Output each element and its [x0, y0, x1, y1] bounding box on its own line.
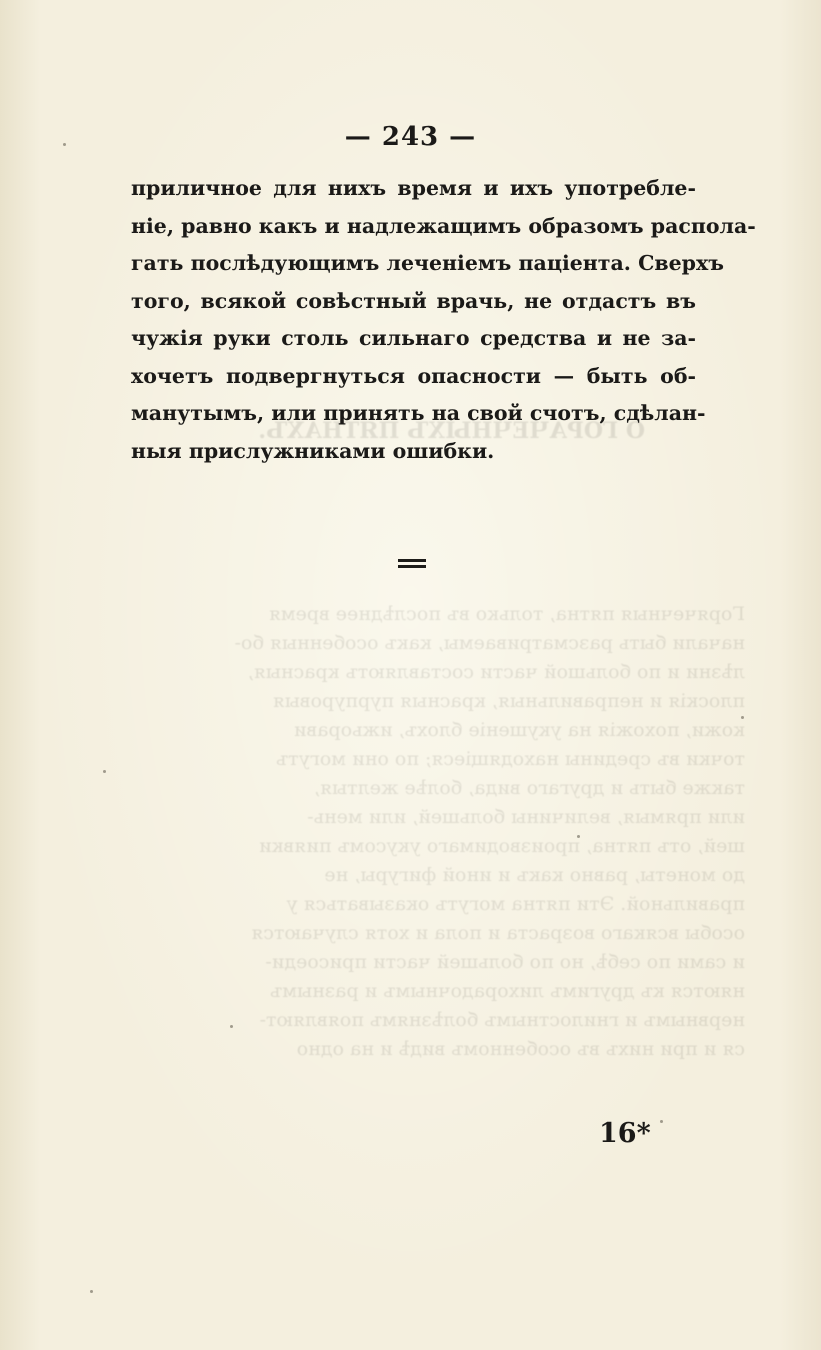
text-line: чужiя руки столь сильнаго средства и не за-	[131, 326, 696, 350]
text-line: приличное для нихъ время и ихъ употребле-	[131, 176, 696, 200]
text-line: гать послѣдующимъ леченiемъ пацiента. Сверхъ	[131, 251, 724, 275]
text-line: нie, равно какъ и надлежащимъ образомъ распола-	[131, 213, 756, 238]
printer-signature-mark: 16*	[599, 1118, 651, 1149]
paper-speck	[577, 835, 580, 838]
show-through-text: Горячечныя пятна, только въ послѣднее время начали быть разсматриваемы, какъ особенныя бо- лѣзни и по большой части составляютъ красныя, плоскiя и неправильныя, красныя пурпуровыя кожи, похожiя на укушенiе блохъ, ижьорави точки въ средины находящiеся; по они могутъ также быть и другаго вида, болѣе желтыя, или прямыя, величины большей, или мень- шей, отъ пятна, производимаго укусомъ пиявки до монеты, равно какъ и иной фигуры, не правильной. Эти пятна могутъ оказываться у особы всякаго возраста и пола и хотя случаются и сами по себѣ, но по большей части присоеди- няются къ другимъ лихорадочнымъ и разнымъ нервнымъ и гнилостнымъ болѣзнямъ появляют- ся и при нихъ въ особенномъ видѣ и на одно	[234, 603, 745, 1060]
paper-speck	[660, 1120, 663, 1123]
text-line: того, всякой совѣстный врачь, не отдастъ въ	[131, 288, 696, 313]
section-separator	[398, 558, 426, 569]
text-line: хочетъ подвергнуться опасности — быть об-	[131, 363, 696, 388]
paper-speck	[741, 716, 744, 719]
body-paragraph	[131, 170, 756, 470]
separator-rule	[398, 559, 426, 562]
paper-speck	[90, 1290, 93, 1293]
page-number: — 243 —	[344, 122, 477, 152]
paper-speck	[230, 1025, 233, 1028]
text-line: ныя прислужниками ошибки.	[131, 438, 495, 463]
paper-speck	[103, 770, 106, 773]
separator-rule	[398, 565, 426, 568]
paper-speck	[63, 143, 66, 146]
show-through-heading: О ГОРАЧЕЧНЫХЪ ПЯТНАХЪ.	[258, 418, 645, 444]
text-line: манутымъ, или принять на свой счотъ, сдѣлан-	[131, 401, 706, 425]
